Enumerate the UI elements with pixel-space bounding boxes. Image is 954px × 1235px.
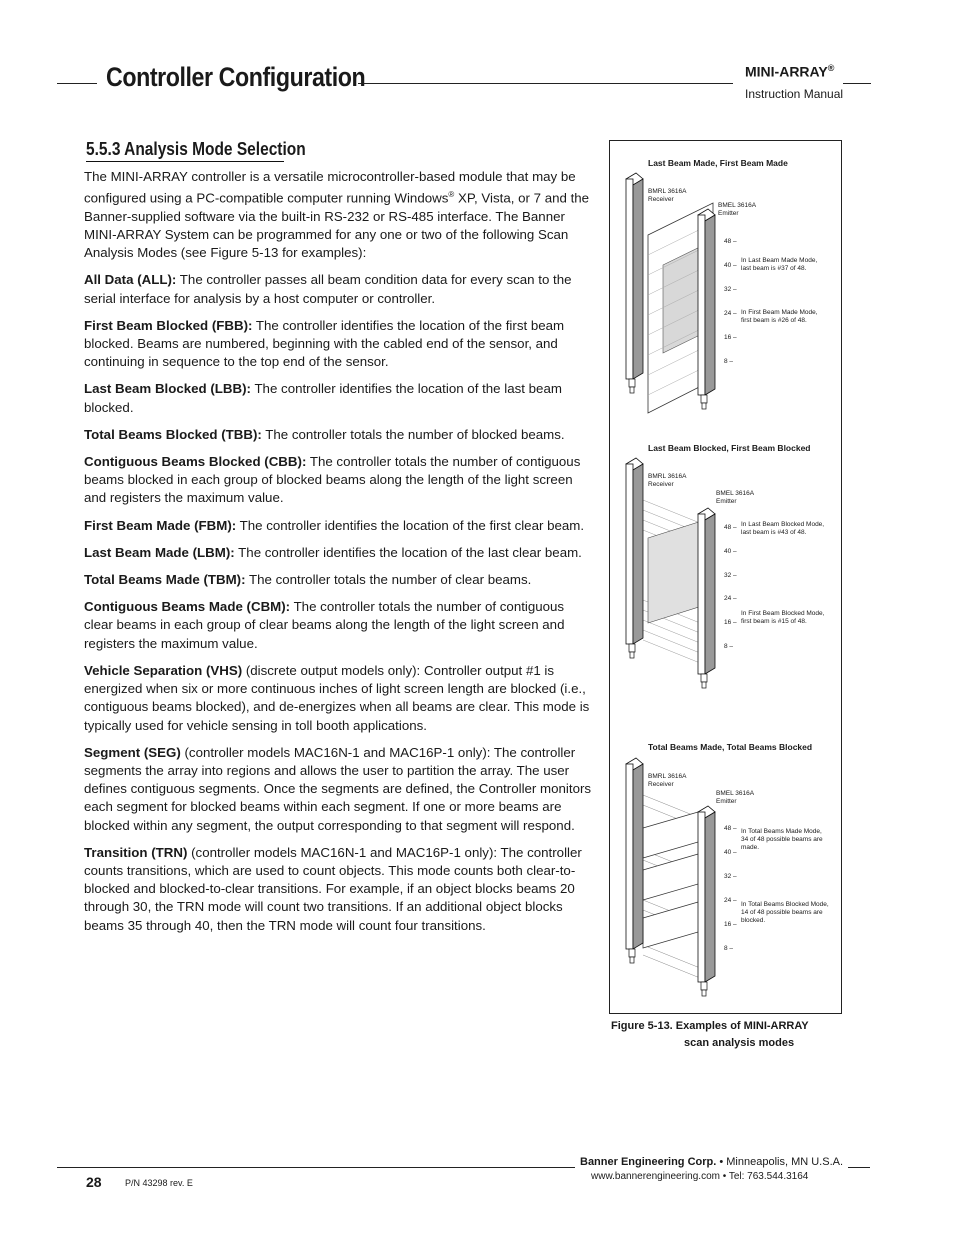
mode-trn: Transition (TRN) (controller models MAC16N-1 and MAC16P-1 only): The controller counts transitions, which are used to count objects. This mode counts both clear-to-blocked and blocked-to-clear transitions. For example, if an object blocks beams 20 through 30, the TRN mode will count two transitions. If an additional object blocks beams 35 through 40, then the TRN mode will count four transitions. [84, 844, 582, 933]
tick-32: 32 – [724, 873, 737, 880]
registered-mark: ® [827, 63, 835, 73]
contact-line[interactable]: www.bannerengineering.com • Tel: 763.544.3164 [591, 1171, 809, 1182]
emitter-label: BMEL 3616A Emitter [716, 490, 755, 505]
receiver-sensor [626, 458, 643, 658]
section-heading-underline [86, 161, 284, 162]
header-rule-left [57, 83, 97, 84]
panel-title: Last Beam Made, First Beam Made [648, 158, 788, 168]
receiver-sensor [626, 758, 643, 963]
mode-tbm: Total Beams Made (TBM): The controller totals the number of clear beams. [84, 572, 532, 588]
tick-40: 40 – [724, 548, 737, 555]
receiver-label: BMRL 3616A Receiver [648, 773, 687, 788]
brand-name: MINI-ARRAY® [745, 63, 835, 80]
page-title: Controller Configuration [106, 62, 366, 92]
tick-48: 48 – [724, 524, 737, 531]
panel-title: Total Beams Made, Total Beams Blocked [648, 742, 813, 752]
receiver-sensor [626, 173, 643, 393]
tick-16: 16 – [724, 921, 737, 928]
body-text [84, 168, 596, 944]
tick-8: 8 – [724, 643, 734, 650]
figure-caption: Figure 5-13. Examples of MINI-ARRAY scan analysis modes [611, 1020, 809, 1049]
mode-lbm: Last Beam Made (LBM): The controller identifies the location of the last clear beam. [84, 544, 582, 560]
tick-24: 24 – [724, 897, 737, 904]
mode-cbm: Contiguous Beams Made (CBM): The controller totals the number of contiguous clear beams in each group of clear beams along the length of the light screen and registers the maximum value. [84, 599, 565, 651]
mode-seg: Segment (SEG) (controller models MAC16N-1 and MAC16P-1 only): The controller segments the array into regions and allows the user to partition the array. The user defines contiguous segments. Once the segments are defined, the Controller monitors each segment for blocked beams within each segment. If one or more beams are blocked within any segment, the output corresponding to that segment will respond. [84, 744, 592, 833]
section-heading: 5.5.3 Analysis Mode Selection [86, 139, 306, 159]
footer-rule-right [848, 1167, 870, 1168]
tick-32: 32 – [724, 572, 737, 579]
manual-subtitle: Instruction Manual [745, 87, 844, 101]
windows-registered-mark: ® [448, 190, 455, 200]
light-screen-illustration [610, 440, 841, 700]
annotation-upper: In Last Beam Made Mode, last beam is #37 of 48. [741, 257, 818, 272]
tick-8: 8 – [724, 945, 734, 952]
mode-tbb: Total Beams Blocked (TBB): The controller totals the number of blocked beams. [84, 426, 565, 442]
tick-48: 48 – [724, 825, 737, 832]
tick-16: 16 – [724, 334, 737, 341]
panel-title: Last Beam Blocked, First Beam Blocked [648, 443, 811, 453]
page-number: 28 [86, 1174, 102, 1190]
tick-16: 16 – [724, 619, 737, 626]
mode-fbm: First Beam Made (FBM): The controller identifies the location of the first clear beam. [84, 517, 585, 533]
emitter-sensor [698, 806, 715, 996]
emitter-label: BMEL 3616A Emitter [718, 202, 757, 217]
emitter-label: BMEL 3616A Emitter [716, 790, 755, 805]
tick-32: 32 – [724, 286, 737, 293]
annotation-lower: In Total Beams Blocked Mode, 14 of 48 possible beams are blocked. [741, 901, 829, 924]
footer-rule-left [57, 1167, 575, 1168]
part-number: P/N 43298 rev. E [125, 1178, 193, 1188]
tick-48: 48 – [724, 238, 737, 245]
company-line: Banner Engineering Corp. • Minneapolis, MN U.S.A. [580, 1156, 844, 1168]
figure-panel-2 [610, 440, 841, 700]
mode-lbb: Last Beam Blocked (LBB): The controller identifies the location of the last beam blocked. [84, 381, 562, 415]
figure-panel-1 [610, 155, 841, 425]
intro-paragraph: The MINI-ARRAY controller is a versatile microcontroller-based module that may be configured using a PC-compatible computer running Windows® XP, Vista, or 7 and the Banner-supplied software via the built-in RS-232 or RS-485 interface. The Banner MINI-ARRAY System can be programmed for any one or two of the following Scan Analysis Modes (see Figure 5-13 for examples): [84, 169, 590, 261]
header-rule-middle [358, 83, 733, 84]
emitter-sensor [698, 209, 715, 409]
mode-all: All Data (ALL): The controller passes all beam condition data for every scan to the serial interface for analysis by a host computer or controller. [84, 272, 572, 306]
tick-24: 24 – [724, 310, 737, 317]
mode-cbb: Contiguous Beams Blocked (CBB): The controller totals the number of contiguous beams blocked in each group of blocked beams along the length of the light screen and registers the maximum value. [84, 454, 581, 506]
receiver-label: BMRL 3616A Receiver [648, 188, 687, 203]
annotation-upper: In Last Beam Blocked Mode, last beam is #43 of 48. [741, 521, 825, 536]
tick-8: 8 – [724, 358, 734, 365]
mode-fbb: First Beam Blocked (FBB): The controller identifies the location of the first beam blocked. Beams are numbered, beginning with the cabled end of the sensor, and continuing in sequence to the top end of the sensor. [84, 317, 565, 370]
annotation-lower: In First Beam Blocked Mode, first beam is #15 of 48. [741, 610, 825, 625]
annotation-upper: In Total Beams Made Mode, 34 of 48 possible beams are made. [741, 828, 823, 851]
emitter-sensor [698, 508, 715, 688]
annotation-lower: In First Beam Made Mode, first beam is #26 of 48. [741, 309, 818, 324]
header-rule-right [843, 83, 871, 84]
mode-vhs: Vehicle Separation (VHS) (discrete output models only): Controller output #1 is energized when six or more continuous inches of light screen length are blocked (i.e., contiguous beams blocked), and de-energizes when all beams are clear. This mode is typically used for vehicle sensing in toll booth applications. [84, 662, 590, 733]
receiver-label: BMRL 3616A Receiver [648, 473, 687, 488]
tick-40: 40 – [724, 262, 737, 269]
tick-40: 40 – [724, 849, 737, 856]
figure-panel-3 [610, 740, 841, 1010]
tick-24: 24 – [724, 595, 737, 602]
